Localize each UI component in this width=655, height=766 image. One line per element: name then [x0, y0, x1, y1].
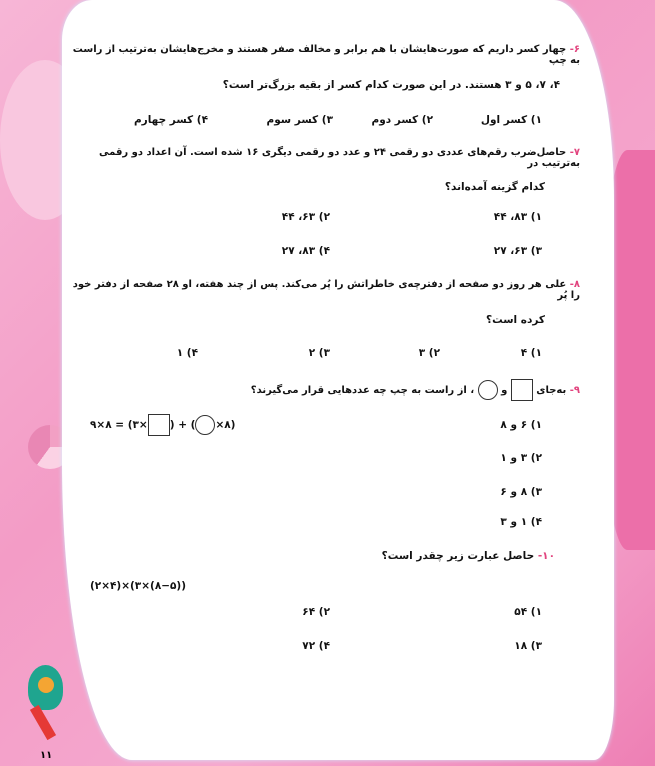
q8-option-2[interactable]: ۲) ۳ [418, 347, 440, 359]
q9-text-b: و [501, 385, 508, 396]
q7-number: ۷- [569, 147, 580, 158]
q6-line2: ۴، ۷، ۵ و ۳ هستند. در این صورت کدام کسر از بقیه بزرگ‌تر است؟ [222, 79, 560, 91]
q9-equation [90, 412, 235, 438]
q9-option-4[interactable]: ۴) ۱ و ۳ [500, 516, 542, 528]
q6-line1 [72, 44, 580, 66]
q9-number: ۹- [569, 385, 580, 396]
q10-option-4[interactable]: ۴) ۷۲ [302, 640, 330, 652]
q8-text: علی هر روز دو صفحه از دفترچه‌ی خاطراتش را پُر می‌کند. پس از چند هفته، او ۲۸ صفحه از دفتر خود را پُر [72, 279, 580, 301]
q6-text: چهار کسر داریم که صورت‌هایشان با هم برابر و مخالف صفر هستند و مخرج‌هایشان به‌ترتیب از راست به چپ [72, 44, 580, 66]
q10-expression: (۲×۴)×(۳×(۸−۵)) [90, 580, 187, 592]
square-placeholder-icon [148, 414, 170, 436]
q7-option-3[interactable]: ۳) ۶۳، ۲۷ [493, 245, 542, 257]
q6-number: ۶- [569, 44, 580, 55]
q6-option-2[interactable]: ۲) کسر دوم [371, 114, 433, 126]
snail-shell-icon [38, 677, 54, 693]
q9-question [72, 378, 580, 404]
pencil-illustration [30, 705, 56, 740]
q9-eq-right: ×۸) [215, 419, 236, 431]
q6-option-1[interactable]: ۱) کسر اول [480, 114, 542, 126]
q10-number: ۱۰- [537, 550, 555, 562]
q8-line2: کرده است؟ [485, 314, 545, 326]
q7-line2: کدام گزینه آمده‌اند؟ [444, 181, 545, 193]
q10-question [382, 550, 555, 562]
q8-option-1[interactable]: ۱) ۴ [520, 347, 542, 359]
q9-option-3[interactable]: ۳) ۸ و ۶ [500, 486, 542, 498]
q7-option-2[interactable]: ۲) ۶۳، ۴۴ [281, 211, 330, 223]
q9-text-c: ، از راست به چپ چه عددهایی قرار می‌گیرند؟ [250, 385, 475, 396]
circle-placeholder-icon [195, 415, 215, 435]
q9-option-1[interactable]: ۱) ۶ و ۸ [500, 419, 542, 431]
q7-option-1[interactable]: ۱) ۸۳، ۴۴ [493, 211, 542, 223]
q9-option-2[interactable]: ۲) ۳ و ۱ [500, 452, 542, 464]
q10-text: حاصل عبارت زیر چقدر است؟ [381, 550, 535, 562]
q9-eq-left: ۹×۸ = (۳× [90, 419, 148, 431]
snail-illustration [28, 665, 63, 710]
q10-option-1[interactable]: ۱) ۵۴ [514, 606, 542, 618]
q10-option-2[interactable]: ۲) ۶۴ [302, 606, 330, 618]
circle-placeholder-icon [478, 380, 498, 400]
q7-option-4[interactable]: ۴) ۸۳، ۲۷ [281, 245, 330, 257]
q8-number: ۸- [569, 279, 580, 290]
q8-option-4[interactable]: ۴) ۱ [176, 347, 198, 359]
q9-eq-mid: ) + ( [169, 419, 196, 431]
q6-option-3[interactable]: ۳) کسر سوم [266, 114, 333, 126]
q8-option-3[interactable]: ۳) ۲ [308, 347, 330, 359]
square-placeholder-icon [511, 379, 533, 401]
q8-line1 [72, 279, 580, 301]
q7-text: حاصل‌ضرب رقم‌های عددی دو رقمی ۲۴ و عدد دو رقمی دیگری ۱۶ شده است. آن اعداد دو رقمی به‌ترتیب در [99, 147, 580, 169]
page-number: ۱۱ [40, 750, 53, 761]
q6-option-4[interactable]: ۴) کسر چهارم [133, 114, 208, 126]
q9-text-a: به‌جای [536, 385, 567, 396]
q7-line1 [72, 147, 580, 169]
q10-option-3[interactable]: ۳) ۱۸ [514, 640, 542, 652]
